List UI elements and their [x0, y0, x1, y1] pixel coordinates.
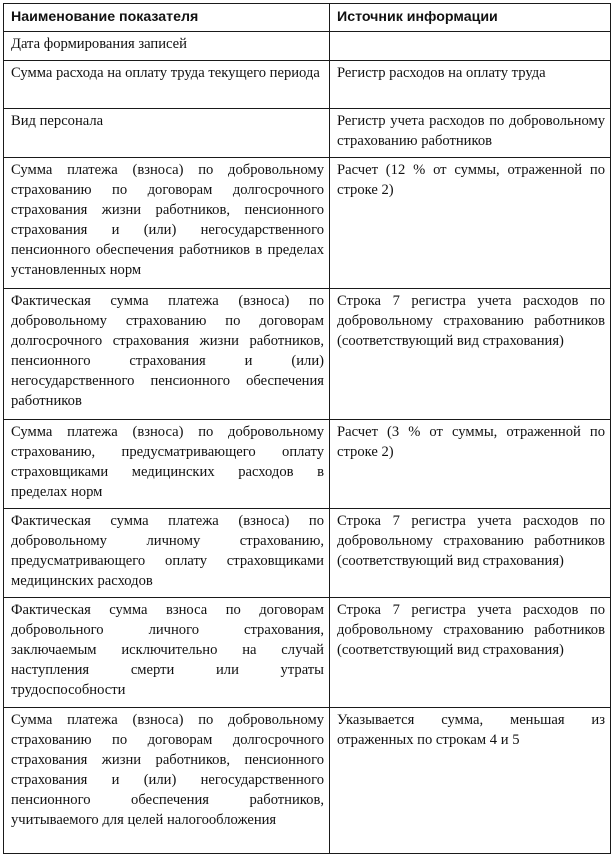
- table-row: [4, 109, 611, 158]
- indicator-cell: Дата формирования записей: [4, 32, 330, 61]
- indicator-cell: Сумма платежа (взноса) по добровольному страхованию по договорам долгосрочного страхования жизни работников, пенсионного страхования и (или) негосударственного пенсионного обеспечения работников в пределах установленных норм: [4, 158, 330, 289]
- table-row: [4, 708, 611, 854]
- table-row: [4, 158, 611, 289]
- source-cell: [330, 32, 611, 61]
- indicator-cell: Фактическая сумма взноса по договорам добровольного личного страхования, заключаемым исключительно на случай наступления смерти или утраты трудоспособности: [4, 598, 330, 708]
- indicator-cell: Сумма платежа (взноса) по добровольному страхованию по договорам долгосрочного страхования жизни работников, пенсионного страхования и (или) негосударственного пенсионного обеспечения работников, учитываемого для целей налогообложения: [4, 708, 330, 854]
- source-cell: Расчет (3 % от суммы, отраженной по строке 2): [330, 420, 611, 509]
- header-information-source: Источник информации: [330, 4, 611, 32]
- source-cell: Регистр расходов на оплату труда: [330, 61, 611, 109]
- table-row: [4, 61, 611, 109]
- table-row: [4, 420, 611, 509]
- table-row: [4, 289, 611, 420]
- table-row: [4, 32, 611, 61]
- indicator-cell: Вид персонала: [4, 109, 330, 158]
- source-cell: Указывается сумма, меньшая из отраженных по строкам 4 и 5: [330, 708, 611, 854]
- indicator-cell: Сумма платежа (взноса) по добровольному страхованию, предусматривающего оплату страховщиками медицинских расходов в пределах норм: [4, 420, 330, 509]
- indicator-cell: Сумма расхода на оплату труда текущего периода: [4, 61, 330, 109]
- header-indicator-name: Наименование показателя: [4, 4, 330, 32]
- source-cell: Строка 7 регистра учета расходов по добровольному страхованию работников (соответствующий вид страхования): [330, 509, 611, 598]
- source-cell: Регистр учета расходов по добровольному страхованию работников: [330, 109, 611, 158]
- indicator-cell: Фактическая сумма платежа (взноса) по добровольному личному страхованию, предусматривающего оплату страховщиками медицинских расходов: [4, 509, 330, 598]
- indicators-table: [3, 3, 611, 854]
- table-row: [4, 598, 611, 708]
- indicator-cell: Фактическая сумма платежа (взноса) по добровольному страхованию по договорам долгосрочного страхования жизни работников, пенсионного страхования и (или) негосударственного пенсионного обеспечения работников: [4, 289, 330, 420]
- source-cell: Расчет (12 % от суммы, отраженной по строке 2): [330, 158, 611, 289]
- source-cell: Строка 7 регистра учета расходов по добровольному страхованию работников (соответствующий вид страхования): [330, 598, 611, 708]
- table-header-row: [4, 4, 611, 32]
- source-cell: Строка 7 регистра учета расходов по добровольному страхованию работников (соответствующий вид страхования): [330, 289, 611, 420]
- table-row: [4, 509, 611, 598]
